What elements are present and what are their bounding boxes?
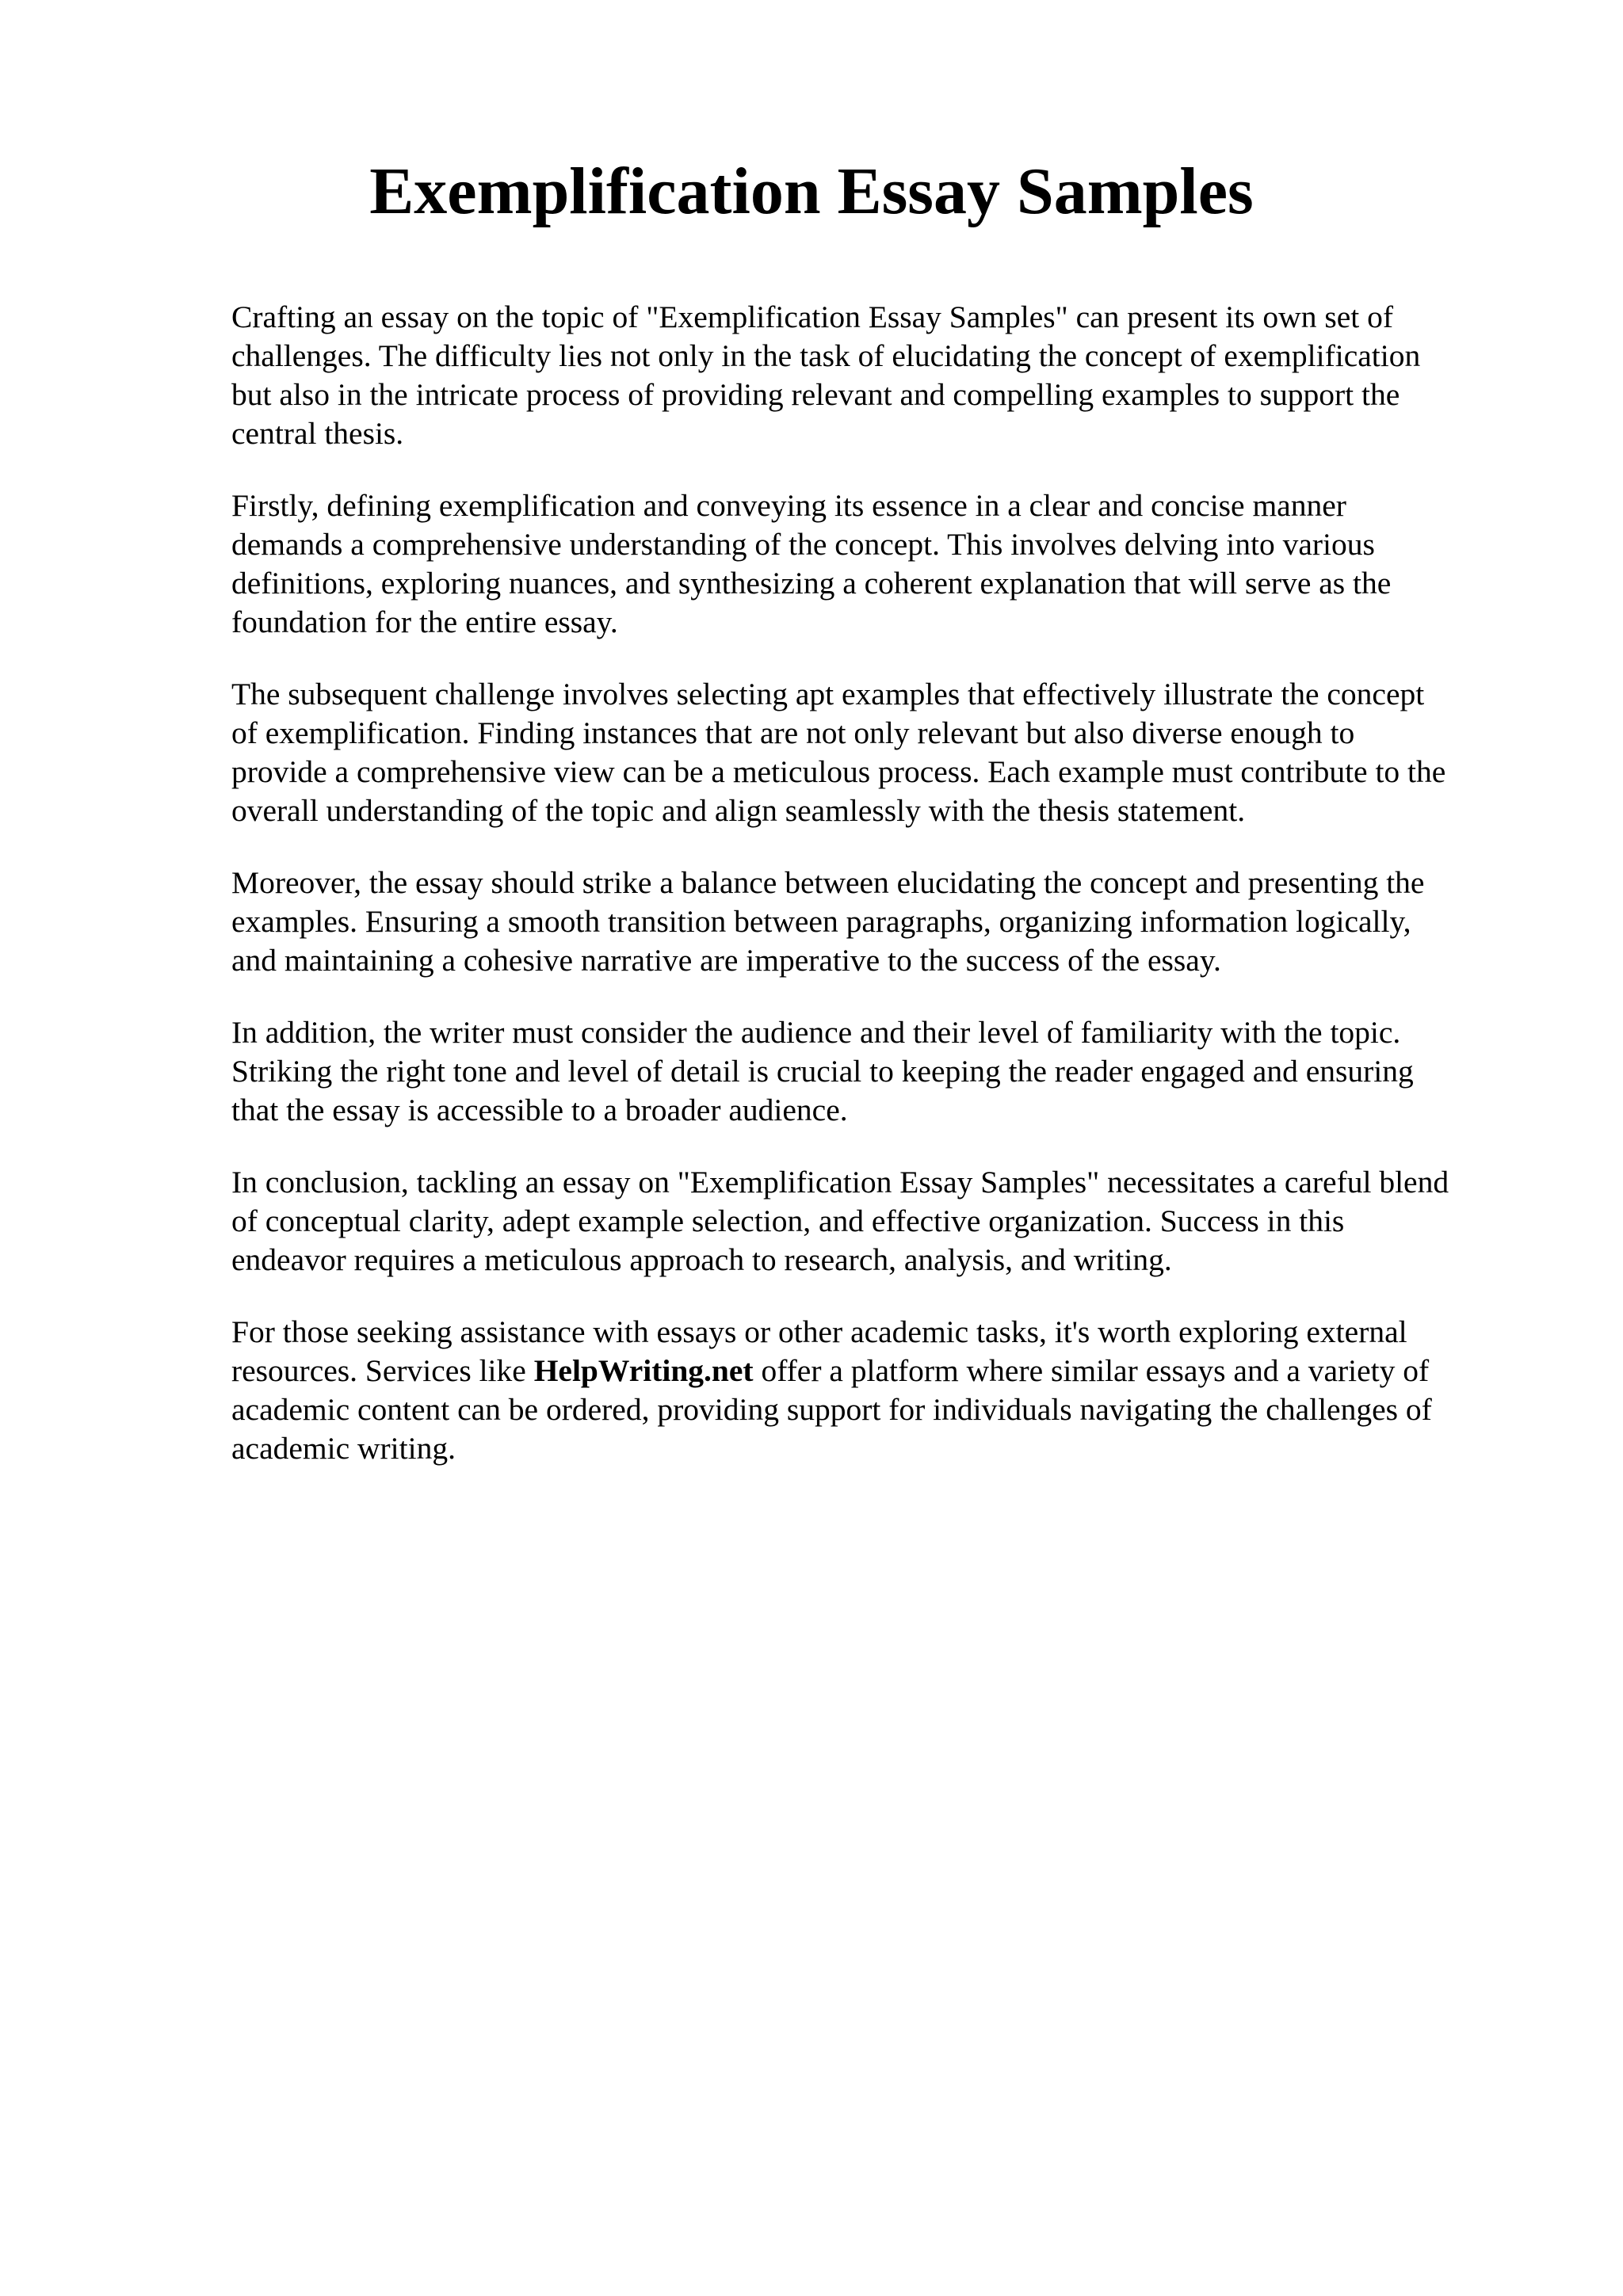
paragraph-line: definitions, exploring nuances, and synthesizing a coherent explanation that will serve as the bbox=[231, 566, 1392, 601]
paragraph-line: and maintaining a cohesive narrative are imperative to the success of the essay. bbox=[231, 943, 1221, 978]
line-text-after: offer a platform where similar essays and a variety of bbox=[753, 1353, 1430, 1388]
paragraph-line: overall understanding of the topic and align seamlessly with the thesis statement. bbox=[231, 793, 1246, 828]
paragraph-line: challenges. The difficulty lies not only in the task of elucidating the concept of exemplification bbox=[231, 338, 1421, 373]
paragraph-line: foundation for the entire essay. bbox=[231, 605, 618, 639]
paragraph-line: Firstly, defining exemplification and conveying its essence in a clear and concise manner bbox=[231, 488, 1346, 523]
line-text-before: resources. Services like bbox=[231, 1353, 534, 1388]
document-body bbox=[231, 298, 1531, 1501]
brand-name: HelpWriting.net bbox=[533, 1353, 754, 1388]
paragraph-6 bbox=[231, 1163, 1531, 1280]
paragraph-2 bbox=[231, 486, 1531, 642]
paragraph-line: but also in the intricate process of providing relevant and compelling examples to support the bbox=[231, 377, 1400, 412]
paragraph-line: For those seeking assistance with essays or other academic tasks, it's worth exploring external bbox=[231, 1314, 1407, 1349]
paragraph-line: provide a comprehensive view can be a meticulous process. Each example must contribute to the bbox=[231, 754, 1446, 789]
paragraph-5 bbox=[231, 1013, 1531, 1130]
paragraph-3 bbox=[231, 675, 1531, 830]
paragraph-line: Crafting an essay on the topic of "Exemplification Essay Samples" can present its own set of bbox=[231, 299, 1393, 334]
paragraph-line: of exemplification. Finding instances that are not only relevant but also diverse enough to bbox=[231, 715, 1355, 750]
paragraph-line: In conclusion, tackling an essay on "Exemplification Essay Samples" necessitates a careful blend bbox=[231, 1165, 1449, 1199]
paragraph-line: examples. Ensuring a smooth transition between paragraphs, organizing information logically, bbox=[231, 904, 1411, 939]
paragraph-line-with-brand bbox=[231, 1352, 1531, 1390]
paragraph-line: Striking the right tone and level of detail is crucial to keeping the reader engaged and ensuring bbox=[231, 1054, 1414, 1089]
page-title: Exemplification Essay Samples bbox=[369, 154, 1254, 228]
paragraph-line: academic content can be ordered, providing support for individuals navigating the challenges of bbox=[231, 1392, 1432, 1427]
paragraph-line: Moreover, the essay should strike a balance between elucidating the concept and presenting the bbox=[231, 865, 1425, 900]
paragraph-line: central thesis. bbox=[231, 416, 404, 451]
paragraph-line: In addition, the writer must consider the audience and their level of familiarity with the topic. bbox=[231, 1015, 1401, 1050]
paragraph-line: of conceptual clarity, adept example selection, and effective organization. Success in this bbox=[231, 1203, 1345, 1238]
paragraph-line: The subsequent challenge involves selecting apt examples that effectively illustrate the concept bbox=[231, 677, 1425, 711]
paragraph-line: demands a comprehensive understanding of the concept. This involves delving into various bbox=[231, 527, 1375, 562]
paragraph-line: academic writing. bbox=[231, 1431, 456, 1466]
paragraph-7 bbox=[231, 1313, 1531, 1468]
paragraph-line: that the essay is accessible to a broader audience. bbox=[231, 1093, 848, 1127]
paragraph-line: endeavor requires a meticulous approach to research, analysis, and writing. bbox=[231, 1242, 1172, 1277]
paragraph-1 bbox=[231, 298, 1531, 453]
paragraph-4 bbox=[231, 864, 1531, 980]
